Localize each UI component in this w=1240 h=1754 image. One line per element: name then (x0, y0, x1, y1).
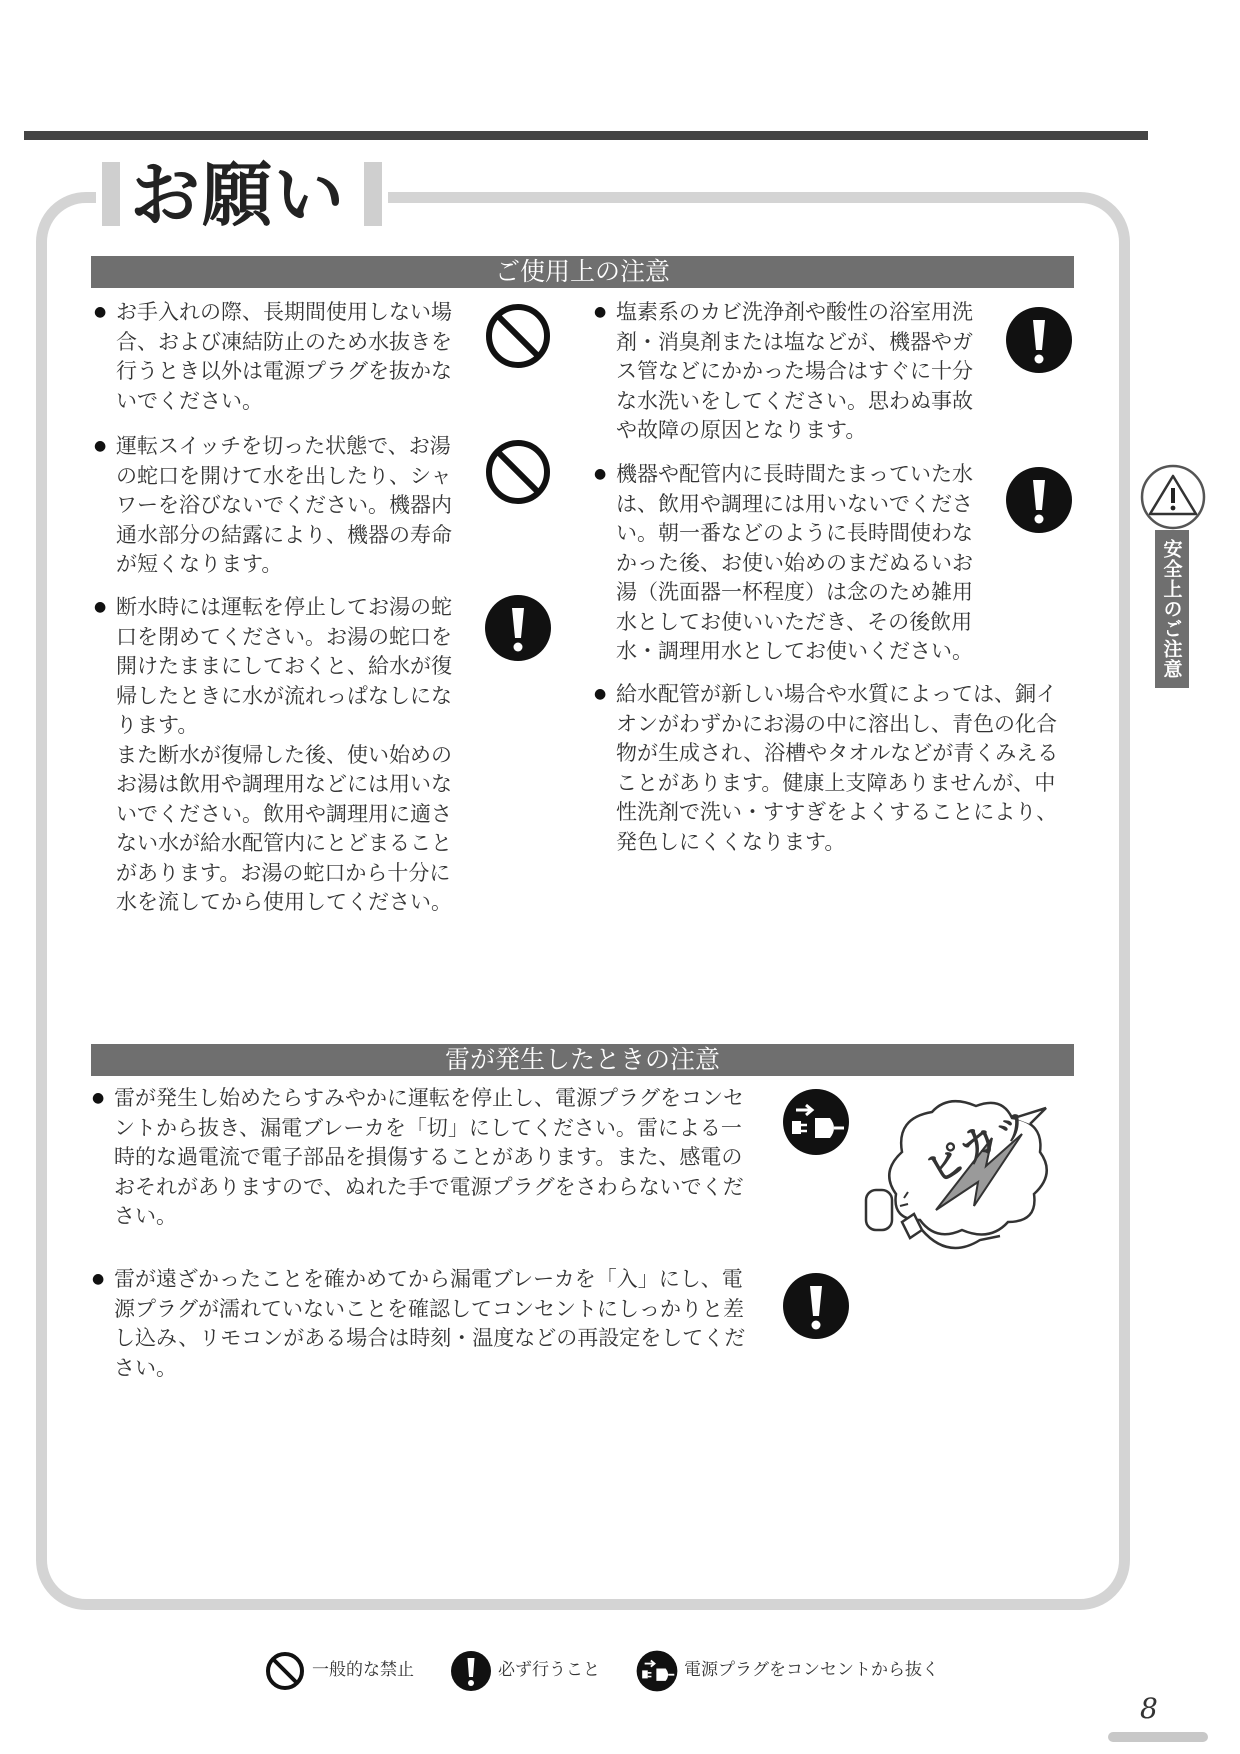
title-bar-left (102, 162, 120, 226)
lightning-illustration (862, 1090, 1062, 1266)
legend-label: 電源プラグをコンセントから抜く (684, 1660, 939, 1680)
list-item: ● 雷が遠ざかったことを確かめてから漏電ブレーカを「入」にし、電 源プラグが濡れていないことを確認してコンセントにしっかりと差 し込み、リモコンがある場合は時刻・温度などの再設定をしてくだ さい。 (92, 1267, 746, 1380)
section-heading-usage: ご使用上の注意 (91, 256, 1074, 288)
legend-label: 必ず行うこと (498, 1660, 600, 1680)
page-title: お願い (130, 154, 346, 236)
list-item: ● 給水配管が新しい場合や水質によっては、銅イ オンがわずかにお湯の中に溶出し、青色の化合 物が生成され、浴槽やタオルなどが青くみえる ことがあります。健康上支障ありませんが、中 性洗剤で洗い・すすぎをよくすることにより、 発色しにくくなります。 (594, 682, 1059, 854)
list-item: ● 断水時には運転を停止してお湯の蛇 口を閉めてください。お湯の蛇口を 開けたままにしておくと、給水が復 帰したときに水が流れっぱなしにな ります。 また断水が復帰した後、使い始めの お湯は飲用や調理用などには用いな いでください。飲用や調理用に適さ ない水が給水配管内にとどまること があります。お湯の蛇口から十分に 水を流してから使用してください。 (94, 595, 452, 914)
list-item: ● 機器や配管内に長時間たまっていた水 は、飲用や調理には用いないでくださ い。朝一番などのように長時間使わな かった後、お使い始めのまだぬるいお 湯（洗面器一杯程度）は念のため雑用 水としてお使いいただき、その後飲用 水・調理用水としてお使いください。 (594, 462, 973, 663)
legend-mandatory-icon (450, 1650, 492, 1692)
title-bar-right (364, 162, 382, 226)
section-heading-lightning: 雷が発生したときの注意 (91, 1044, 1074, 1076)
illustration-text: ピカッ (918, 1095, 1039, 1193)
mandatory-icon (1005, 466, 1073, 534)
warning-triangle-icon (1140, 464, 1206, 530)
page-number: 8 (1140, 1692, 1158, 1725)
legend-unplug-icon (636, 1650, 678, 1692)
prohibition-icon (484, 438, 552, 506)
side-tab-label: 安全上のご注意 (1155, 530, 1189, 688)
mandatory-icon (484, 594, 552, 662)
unplug-icon (782, 1088, 850, 1156)
legend-label: 一般的な禁止 (312, 1660, 414, 1680)
list-item: ● 塩素系のカビ洗浄剤や酸性の浴室用洗 剤・消臭剤または塩などが、機器やガ ス管などにかかった場合はすぐに十分 な水洗いをしてください。思わぬ事故 や故障の原因となります。 (594, 300, 973, 442)
mandatory-icon (1005, 306, 1073, 374)
top-rule (24, 131, 1148, 140)
prohibition-icon (484, 302, 552, 370)
mandatory-icon (782, 1272, 850, 1340)
legend-prohibition-icon (264, 1650, 306, 1692)
page-number-bar (1108, 1732, 1208, 1742)
list-item: ● 運転スイッチを切った状態で、お湯 の蛇口を開けて水を出したり、シャ ワーを浴びないでください。機器内 通水部分の結露により、機器の寿命 が短くなります。 (94, 434, 452, 576)
list-item: ● 雷が発生し始めたらすみやかに運転を停止し、電源プラグをコンセ ントから抜き、漏電ブレーカを「切」にしてください。雷による一 時的な過電流で電子部品を損傷することがあります。また、感電の おそれがありますので、ぬれた手で電源プラグをさわらないでくだ さい。 (92, 1086, 744, 1228)
list-item: ● お手入れの際、長期間使用しない場 合、および凍結防止のため水抜きを 行うとき以外は電源プラグを抜かな いでください。 (94, 300, 452, 413)
